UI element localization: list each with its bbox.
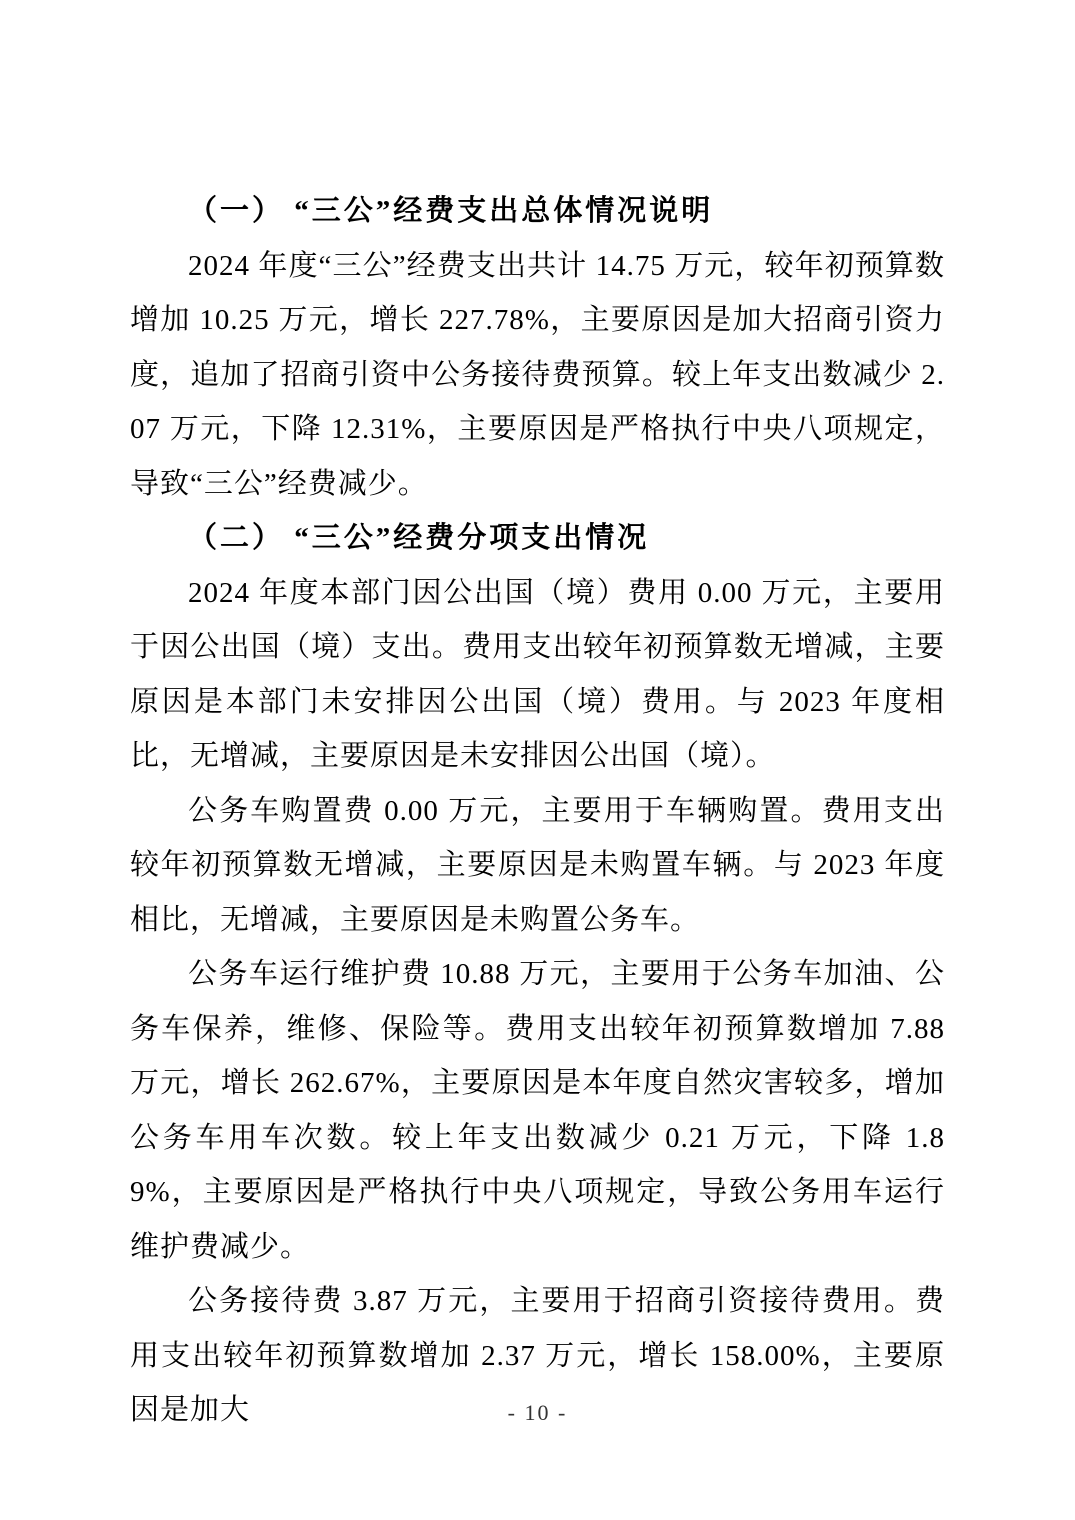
paragraph-overseas-travel: 2024 年度本部门因公出国（境）费用 0.00 万元，主要用于因公出国（境）支出。费用支出较年初预算数无增减，主要原因是本部门未安排因公出国（境）费用。与 2023 年度相比，无增减，主要原因是未安排因公出国（境）。 xyxy=(130,576,945,772)
page-number: - 10 - xyxy=(507,1400,568,1425)
paragraph-official-reception: 公务接待费 3.87 万元，主要用于招商引资接待费用。费用支出较年初预算数增加 2.37 万元，增长 158.00%，主要原因是加大 xyxy=(130,1285,945,1426)
paragraph-overall-expenses: 2024 年度“三公”经费支出共计 14.75 万元，较年初预算数增加 10.25 万元，增长 227.78%，主要原因是加大招商引资力度，追加了招商引资中公务接待费预算。较上年支出数减少 2.07 万元，下降 12.31%，主要原因是严格执行中央八项规定，导致“三公”经费减少。 xyxy=(130,249,945,500)
paragraph-vehicle-maintenance: 公务车运行维护费 10.88 万元，主要用于公务车加油、公务车保养，维修、保险等。费用支出较年初预算数增加 7.88 万元，增长 262.67%，主要原因是本年度自然灾害较多，增加公务车用车次数。较上年支出数减少 0.21 万元，下降 1.89%，主要原因是严格执行中央八项规定，导致公务用车运行维护费减少。 xyxy=(130,958,945,1263)
paragraph-vehicle-purchase: 公务车购置费 0.00 万元，主要用于车辆购置。费用支出较年初预算数无增减，主要原因是未购置车辆。与 2023 年度相比，无增减，主要原因是未购置公务车。 xyxy=(130,794,945,936)
section-heading-itemized: （二） “三公”经费分项支出情况 xyxy=(188,522,650,554)
document-content xyxy=(130,184,945,1438)
section-heading-overall: （一） “三公”经费支出总体情况说明 xyxy=(188,195,714,227)
